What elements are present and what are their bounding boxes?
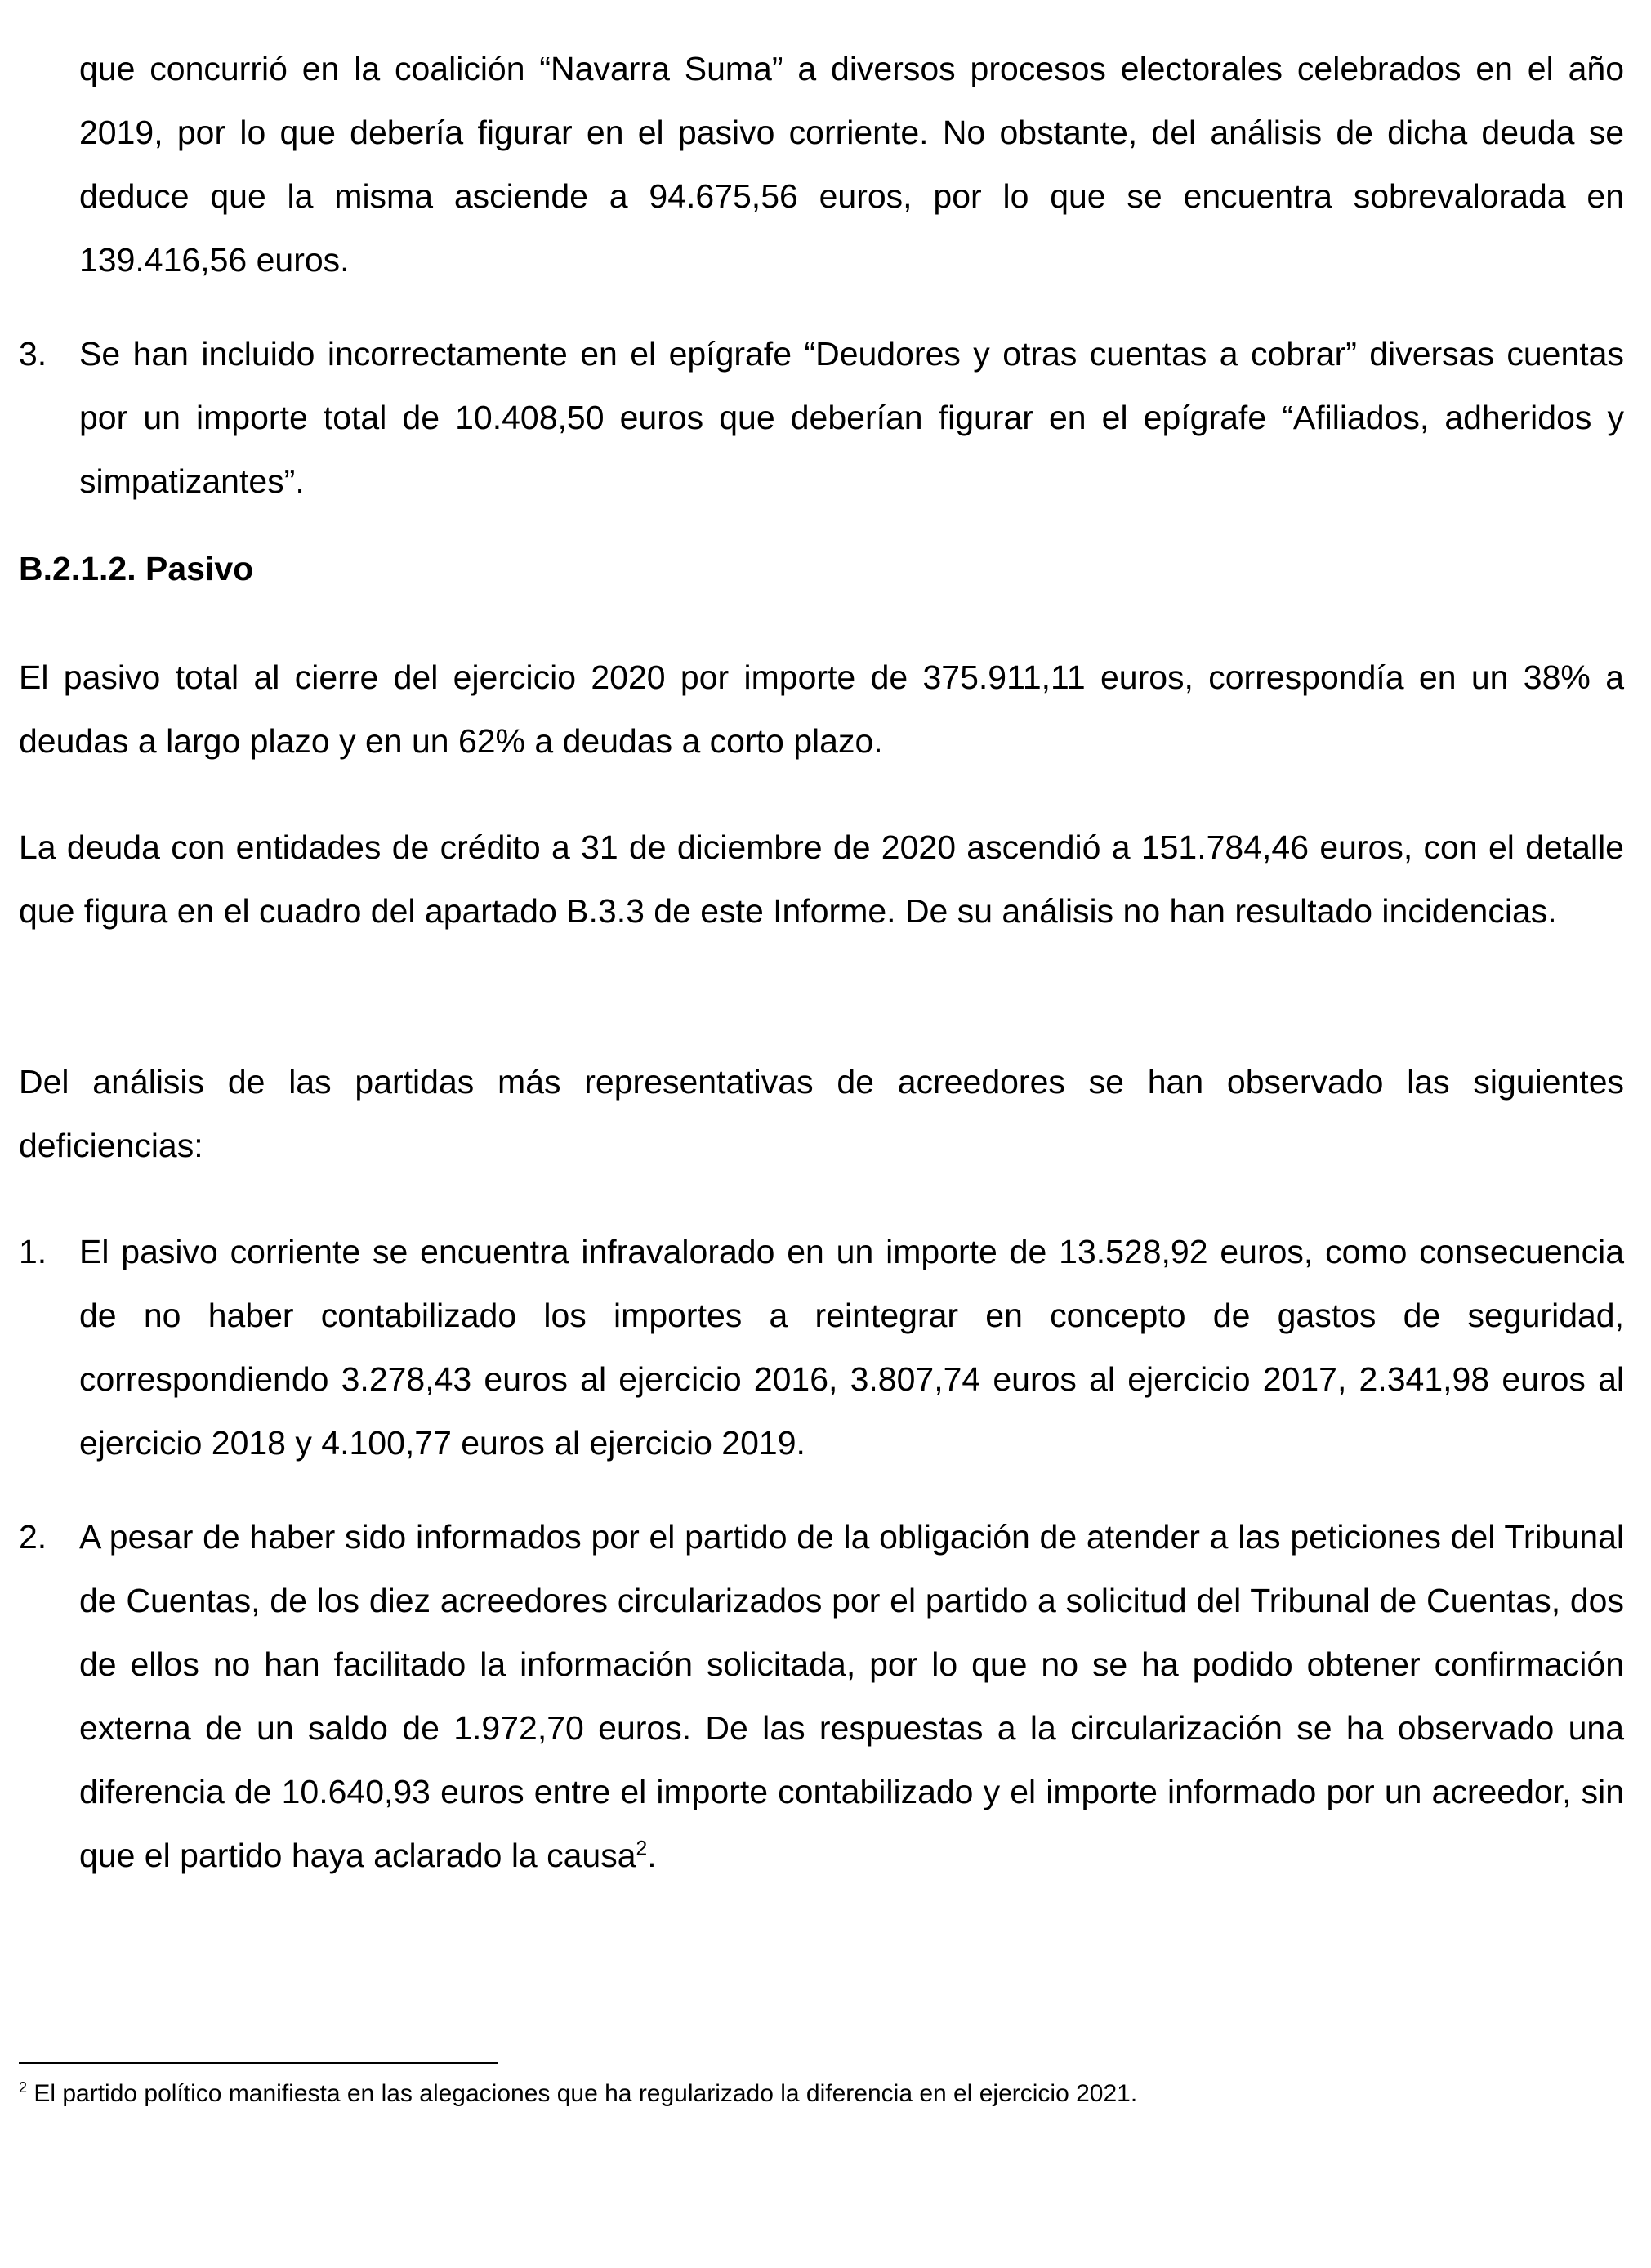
- footnote-marker: 2: [19, 2079, 28, 2096]
- list-item-text: El pasivo corriente se encuentra infravalorado en un importe de 13.528,92 euros, como consecuencia de no haber contabilizado los importes a reintegrar en concepto de gastos de seguridad, correspondiendo 3.278,43 euros al ejercicio 2016, 3.807,74 euros al ejercicio 2017, 2.341,98 euros al ejercicio 2018 y 4.100,77 euros al ejercicio 2019.: [79, 1233, 1624, 1462]
- list-item-number: 2.: [19, 1518, 47, 1556]
- list-item-number: 3.: [19, 335, 47, 373]
- list-item-2-circularizacion: [19, 1505, 1624, 1887]
- list-item-text: A pesar de haber sido informados por el partido de la obligación de atender a las peticiones del Tribunal de Cuentas, de los diez acreedores circularizados por el partido a solicitud del Tribunal de Cuentas, dos de ellos no han facilitado la información solicitada, por lo que no se ha podido obtener confirmación externa de un saldo de 1.972,70 euros. De las respuestas a la circularización se ha observado una diferencia de 10.640,93 euros entre el importe contabilizado y el importe informado por un acreedor, sin que el partido haya aclarado la causa: [79, 1518, 1624, 1874]
- footnote-separator: [19, 2062, 498, 2064]
- list-item-text-wrapper: [79, 1505, 1624, 1887]
- list-item-1-pasivo-corriente: [19, 1220, 1624, 1475]
- footnote-text: El partido político manifiesta en las alegaciones que ha regularizado la diferencia en el ejercicio 2021.: [27, 2080, 1138, 2107]
- paragraph-analisis-acreedores: Del análisis de las partidas más representativas de acreedores se han observado las siguientes deficiencias:: [19, 1063, 1624, 1164]
- footnote-reference[interactable]: 2: [636, 1837, 648, 1860]
- continued-list-item-text: que concurrió en la coalición “Navarra Suma” a diversos procesos electorales celebrados en el año 2019, por lo que debería figurar en el pasivo corriente. No obstante, del análisis de dicha deuda se deduce que la misma asciende a 94.675,56 euros, por lo que se encuentra sobrevalorada en 139.416,56 euros.: [79, 50, 1624, 279]
- list-item-tail: .: [647, 1837, 657, 1874]
- list-item-text: Se han incluido incorrectamente en el epígrafe “Deudores y otras cuentas a cobrar” diversas cuentas por un importe total de 10.408,50 euros que deberían figurar en el epígrafe “Afiliados, adheridos y simpatizantes”.: [79, 335, 1624, 500]
- list-item-3-deudores: [19, 322, 1624, 513]
- paragraph-deuda-entidades: La deuda con entidades de crédito a 31 de diciembre de 2020 ascendió a 151.784,46 euros, con el detalle que figura en el cuadro del apartado B.3.3 de este Informe. De su análisis no han resultado incidencias.: [19, 828, 1624, 930]
- section-heading-pasivo: B.2.1.2. Pasivo: [19, 550, 254, 587]
- paragraph-pasivo-total: El pasivo total al cierre del ejercicio 2020 por importe de 375.911,11 euros, correspondía en un 38% a deudas a largo plazo y en un 62% a deudas a corto plazo.: [19, 659, 1624, 760]
- list-item-number: 1.: [19, 1233, 47, 1270]
- footnote: [19, 2078, 1137, 2110]
- continued-list-item: [19, 37, 1624, 292]
